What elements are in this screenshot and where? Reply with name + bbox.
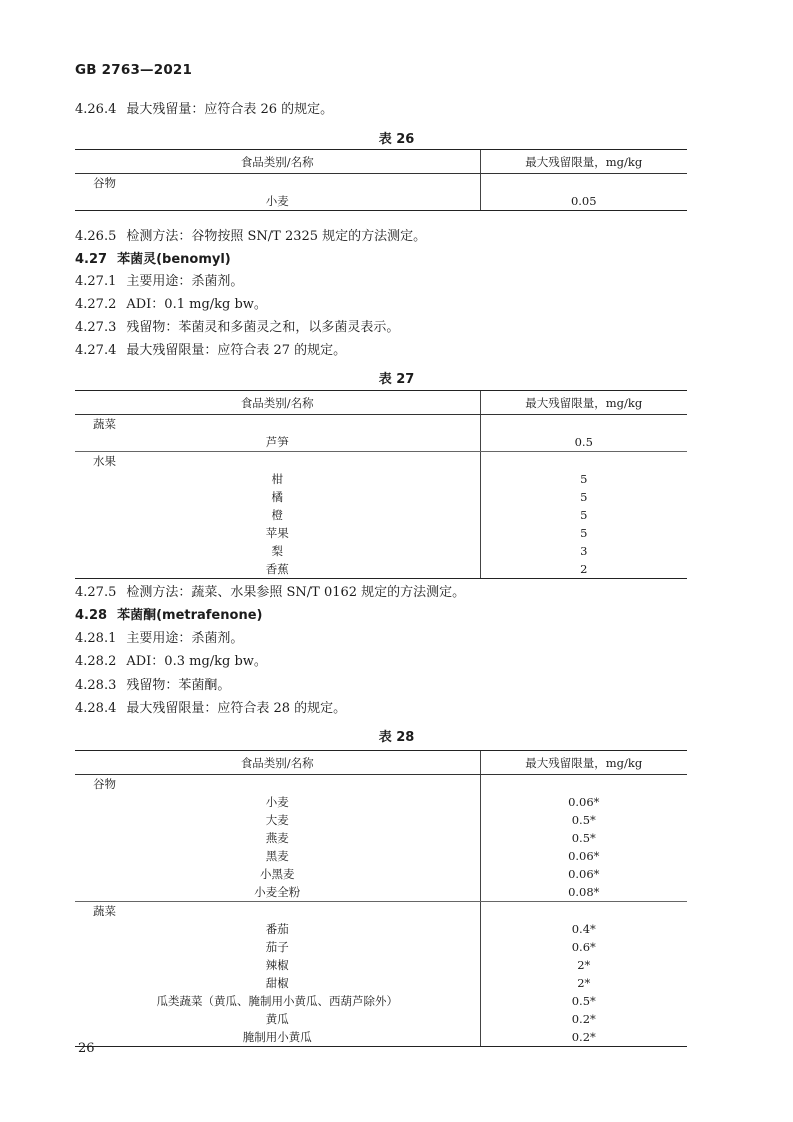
standard-code-header: GB 2763—2021 xyxy=(75,62,193,78)
table-row xyxy=(75,829,687,847)
clause-number: 4.28.1 xyxy=(75,631,117,646)
category-mrl-empty xyxy=(480,174,687,193)
table-row xyxy=(75,847,687,865)
food-name-cell: 梨 xyxy=(271,544,283,558)
column-header-mrl: 最大残留限量，mg/kg xyxy=(480,391,687,415)
clause-4-27-4 xyxy=(75,342,346,360)
food-name-cell: 腌制用小黄瓜 xyxy=(75,1028,480,1047)
table-header-row xyxy=(75,391,687,415)
clause-text: 主要用途：杀菌剂。 xyxy=(126,274,244,289)
table-row xyxy=(75,560,687,579)
column-header-food: 食品类别/名称 xyxy=(75,150,480,174)
food-name-cell: 橘 xyxy=(271,490,283,504)
table-row xyxy=(75,920,687,938)
table-row xyxy=(75,192,687,211)
category-name: 水果 xyxy=(93,454,116,468)
mrl-value-cell: 0.06* xyxy=(480,865,687,883)
mrl-value-cell: 0.2* xyxy=(480,1028,687,1047)
table-row xyxy=(75,1010,687,1028)
clause-number: 4.27.4 xyxy=(75,343,117,358)
clause-text: ADI：0.3 mg/kg bw。 xyxy=(126,654,267,669)
clause-text: 最大残留量：应符合表 26 的规定。 xyxy=(126,102,334,117)
clause-number: 4.27.2 xyxy=(75,297,117,312)
clause-4-27-2 xyxy=(75,296,267,314)
category-group xyxy=(75,452,687,579)
food-name-cell: 茄子 xyxy=(265,940,289,954)
column-header-food: 食品类别/名称 xyxy=(75,391,480,415)
table-row xyxy=(75,974,687,992)
category-group xyxy=(75,415,687,452)
clause-number: 4.27.1 xyxy=(75,274,117,289)
food-name-cell: 芦笋 xyxy=(75,433,480,452)
clause-number: 4.27.3 xyxy=(75,320,117,335)
food-name-cell: 黄瓜 xyxy=(265,1012,289,1026)
food-name-cell: 橙 xyxy=(271,508,283,522)
table-row xyxy=(75,956,687,974)
clause-number: 4.26.4 xyxy=(75,102,117,117)
table-row xyxy=(75,992,687,1010)
section-title: 苯菌酮(metrafenone) xyxy=(117,608,263,623)
clause-4-28-1 xyxy=(75,630,243,648)
table-row xyxy=(75,470,687,488)
table-row xyxy=(75,938,687,956)
food-name-cell: 小黑麦 xyxy=(260,867,295,881)
clause-4-28-4 xyxy=(75,700,346,718)
table-row xyxy=(75,811,687,829)
category-group xyxy=(75,174,687,211)
mrl-value-cell: 0.2* xyxy=(480,1010,687,1028)
category-name: 谷物 xyxy=(93,777,116,791)
section-number: 4.27 xyxy=(75,252,108,267)
table-row xyxy=(75,542,687,560)
category-row xyxy=(75,452,687,471)
clause-text: 最大残留限量：应符合表 27 的规定。 xyxy=(126,343,347,358)
clause-4-27-1 xyxy=(75,273,243,291)
table-row xyxy=(75,1028,687,1047)
clause-text: 最大残留限量：应符合表 28 的规定。 xyxy=(126,701,347,716)
clause-text: 检测方法：蔬菜、水果参照 SN/T 0162 规定的方法测定。 xyxy=(126,585,466,600)
table-28-caption: 表 28 xyxy=(378,730,415,745)
category-mrl-empty xyxy=(480,775,687,794)
column-header-food: 食品类别/名称 xyxy=(75,751,480,775)
clause-4-27-3 xyxy=(75,319,399,337)
mrl-value-cell: 3 xyxy=(480,542,687,560)
section-title: 苯菌灵(benomyl) xyxy=(117,252,231,267)
category-row xyxy=(75,775,687,794)
clause-text: 残留物：苯菌灵和多菌灵之和，以多菌灵表示。 xyxy=(126,320,400,335)
table-header-row xyxy=(75,150,687,174)
food-name-cell: 甜椒 xyxy=(265,976,289,990)
clause-text: 检测方法：谷物按照 SN/T 2325 规定的方法测定。 xyxy=(126,229,427,244)
food-name-cell: 小麦全粉 xyxy=(75,883,480,902)
clause-4-26-4 xyxy=(75,101,333,119)
food-name-cell: 瓜类蔬菜（黄瓜、腌制用小黄瓜、西葫芦除外） xyxy=(156,994,398,1008)
table-27-caption: 表 27 xyxy=(378,372,415,387)
category-group xyxy=(75,775,687,902)
food-name-cell: 黑麦 xyxy=(265,849,289,863)
section-number: 4.28 xyxy=(75,608,108,623)
category-mrl-empty xyxy=(480,415,687,434)
clause-4-26-5 xyxy=(75,228,426,246)
category-name: 谷物 xyxy=(93,176,116,190)
mrl-value-cell: 0.08* xyxy=(480,883,687,902)
clause-number: 4.28.3 xyxy=(75,678,117,693)
column-header-mrl: 最大残留限量，mg/kg xyxy=(480,751,687,775)
food-name-cell: 小麦 xyxy=(265,795,289,809)
clause-number: 4.27.5 xyxy=(75,585,117,600)
clause-4-28-3 xyxy=(75,677,230,695)
food-name-cell: 辣椒 xyxy=(265,958,289,972)
mrl-value-cell: 0.5* xyxy=(480,992,687,1010)
column-header-mrl: 最大残留限量，mg/kg xyxy=(480,150,687,174)
food-name-cell: 柑 xyxy=(271,472,283,486)
mrl-value-cell: 5 xyxy=(480,506,687,524)
mrl-value-cell: 0.5* xyxy=(480,829,687,847)
category-mrl-empty xyxy=(480,452,687,471)
food-name-cell: 苹果 xyxy=(265,526,289,540)
clause-text: ADI：0.1 mg/kg bw。 xyxy=(126,297,267,312)
table-header-row xyxy=(75,751,687,775)
mrl-value-cell: 2 xyxy=(480,560,687,579)
category-row xyxy=(75,902,687,921)
clause-number: 4.28.4 xyxy=(75,701,117,716)
category-row xyxy=(75,415,687,434)
mrl-value-cell: 0.06* xyxy=(480,793,687,811)
food-name-cell: 小麦 xyxy=(75,192,480,211)
category-row xyxy=(75,174,687,193)
table-row xyxy=(75,506,687,524)
clause-text: 残留物：苯菌酮。 xyxy=(126,678,231,693)
section-4-27-heading xyxy=(75,251,231,269)
table-28 xyxy=(75,750,687,1047)
category-mrl-empty xyxy=(480,902,687,921)
mrl-value-cell: 0.5* xyxy=(480,811,687,829)
mrl-value-cell: 0.5 xyxy=(480,433,687,452)
table-row xyxy=(75,793,687,811)
table-26 xyxy=(75,149,687,211)
clause-4-27-5 xyxy=(75,584,465,602)
table-row xyxy=(75,488,687,506)
table-27 xyxy=(75,390,687,579)
section-4-28-heading xyxy=(75,607,262,625)
category-name: 蔬菜 xyxy=(93,417,116,431)
mrl-value-cell: 0.4* xyxy=(480,920,687,938)
table-26-caption: 表 26 xyxy=(378,132,415,147)
food-name-cell: 燕麦 xyxy=(265,831,289,845)
category-name: 蔬菜 xyxy=(93,904,116,918)
food-name-cell: 大麦 xyxy=(265,813,289,827)
clause-number: 4.26.5 xyxy=(75,229,117,244)
table-row xyxy=(75,865,687,883)
food-name-cell: 香蕉 xyxy=(75,560,480,579)
mrl-value-cell: 0.05 xyxy=(480,192,687,211)
mrl-value-cell: 5 xyxy=(480,488,687,506)
clause-4-28-2 xyxy=(75,653,267,671)
mrl-value-cell: 0.6* xyxy=(480,938,687,956)
mrl-value-cell: 5 xyxy=(480,470,687,488)
mrl-value-cell: 2* xyxy=(480,956,687,974)
category-group xyxy=(75,902,687,1047)
food-name-cell: 番茄 xyxy=(265,922,289,936)
page-number: 26 xyxy=(78,1041,95,1056)
mrl-value-cell: 0.06* xyxy=(480,847,687,865)
table-row xyxy=(75,433,687,452)
clause-number: 4.28.2 xyxy=(75,654,117,669)
table-row xyxy=(75,883,687,902)
mrl-value-cell: 2* xyxy=(480,974,687,992)
clause-text: 主要用途：杀菌剂。 xyxy=(126,631,244,646)
table-row xyxy=(75,524,687,542)
mrl-value-cell: 5 xyxy=(480,524,687,542)
